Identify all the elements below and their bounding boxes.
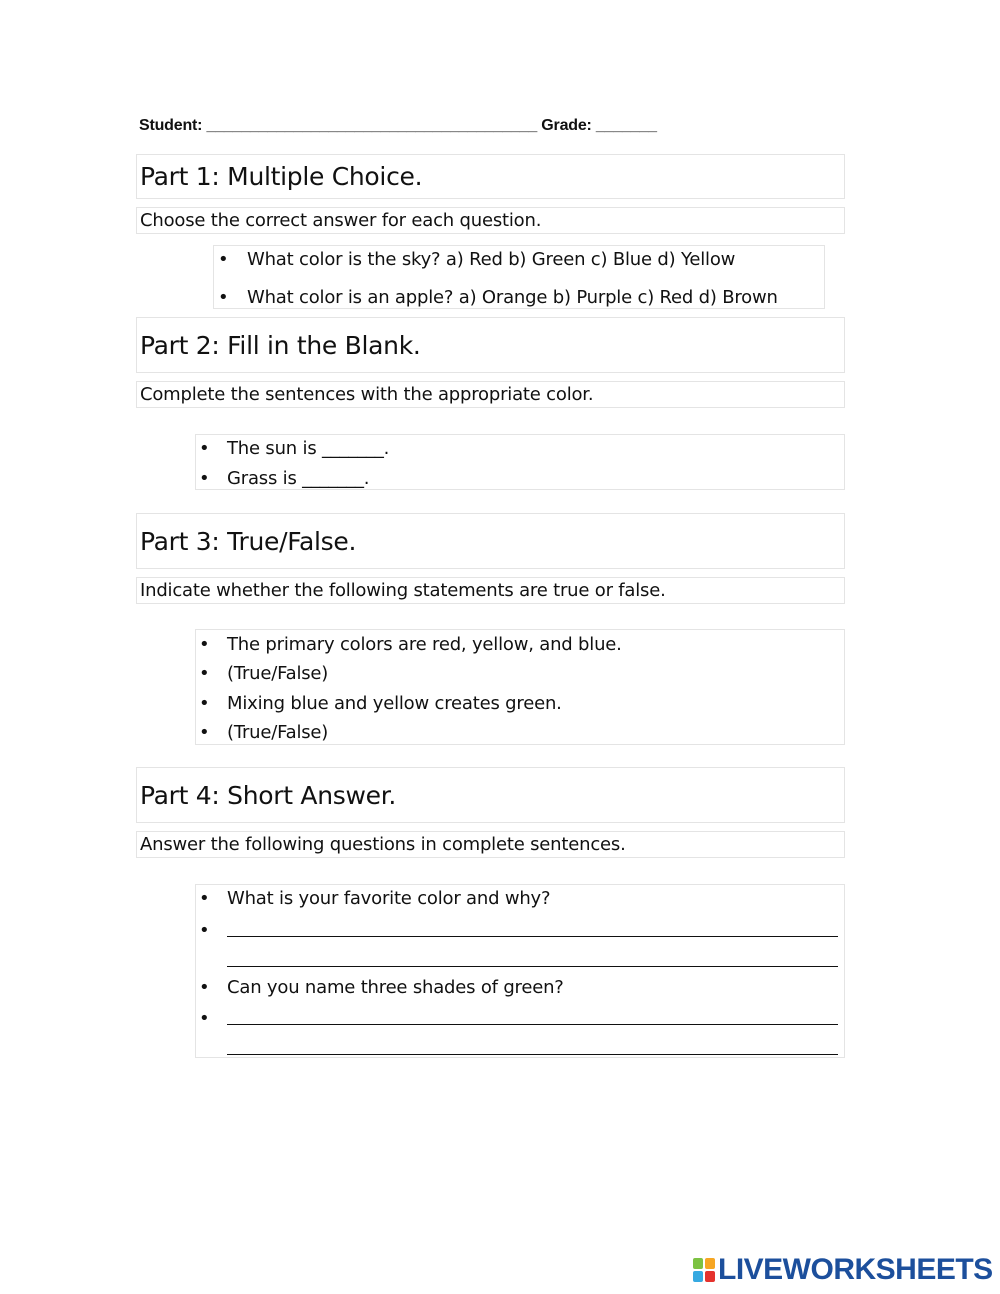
part2-sentence-2: Grass is _______.: [227, 468, 370, 489]
bullet-icon: •: [199, 663, 210, 684]
student-grade-line: Student: ______________________________________ Grade: _______: [139, 117, 657, 134]
bullet-icon: •: [199, 888, 210, 909]
bullet-icon: •: [199, 693, 210, 714]
logo-tile-i: [705, 1258, 715, 1269]
bullet-icon: •: [199, 634, 210, 655]
part3-answer-1: (True/False): [227, 663, 329, 684]
answer-line[interactable]: [227, 1024, 838, 1025]
part1-question-1: What color is the sky? a) Red b) Green c) Blue d) Yellow: [247, 249, 736, 270]
liveworksheets-logo-text: LIVEWORKSHEETS: [718, 1253, 993, 1286]
part3-statement-2: Mixing blue and yellow creates green.: [227, 693, 562, 714]
part4-list: [195, 884, 845, 1058]
bullet-icon: •: [199, 468, 210, 489]
bullet-icon: •: [199, 977, 210, 998]
part4-instruction: Answer the following questions in complete sentences.: [136, 831, 845, 858]
logo-tile-v: [693, 1271, 703, 1282]
logo-tile-l: [693, 1258, 703, 1269]
part1-question-2: What color is an apple? a) Orange b) Purple c) Red d) Brown: [247, 287, 778, 308]
bullet-icon: •: [218, 249, 229, 270]
part4-title: Part 4: Short Answer.: [136, 767, 845, 823]
bullet-icon: •: [199, 1008, 210, 1029]
bullet-icon: •: [199, 920, 210, 941]
part2-sentence-1: The sun is _______.: [227, 438, 390, 459]
liveworksheets-logo-icon: [693, 1258, 715, 1282]
part2-instruction: Complete the sentences with the appropriate color.: [136, 381, 845, 408]
bullet-icon: •: [218, 287, 229, 308]
part4-question-1: What is your favorite color and why?: [227, 888, 551, 909]
bullet-icon: •: [199, 722, 210, 743]
bullet-icon: •: [199, 438, 210, 459]
part3-answer-2: (True/False): [227, 722, 329, 743]
part3-title: Part 3: True/False.: [136, 513, 845, 569]
answer-line[interactable]: [227, 966, 838, 967]
part1-title: Part 1: Multiple Choice.: [136, 154, 845, 199]
answer-line[interactable]: [227, 1054, 838, 1055]
logo-tile-e: [705, 1271, 715, 1282]
part3-instruction: Indicate whether the following statements are true or false.: [136, 577, 845, 604]
answer-line[interactable]: [227, 936, 838, 937]
part1-instruction: Choose the correct answer for each question.: [136, 207, 845, 234]
part3-statement-1: The primary colors are red, yellow, and blue.: [227, 634, 622, 655]
part2-title: Part 2: Fill in the Blank.: [136, 317, 845, 373]
part4-question-2: Can you name three shades of green?: [227, 977, 564, 998]
liveworksheets-logo[interactable]: [693, 1253, 993, 1287]
